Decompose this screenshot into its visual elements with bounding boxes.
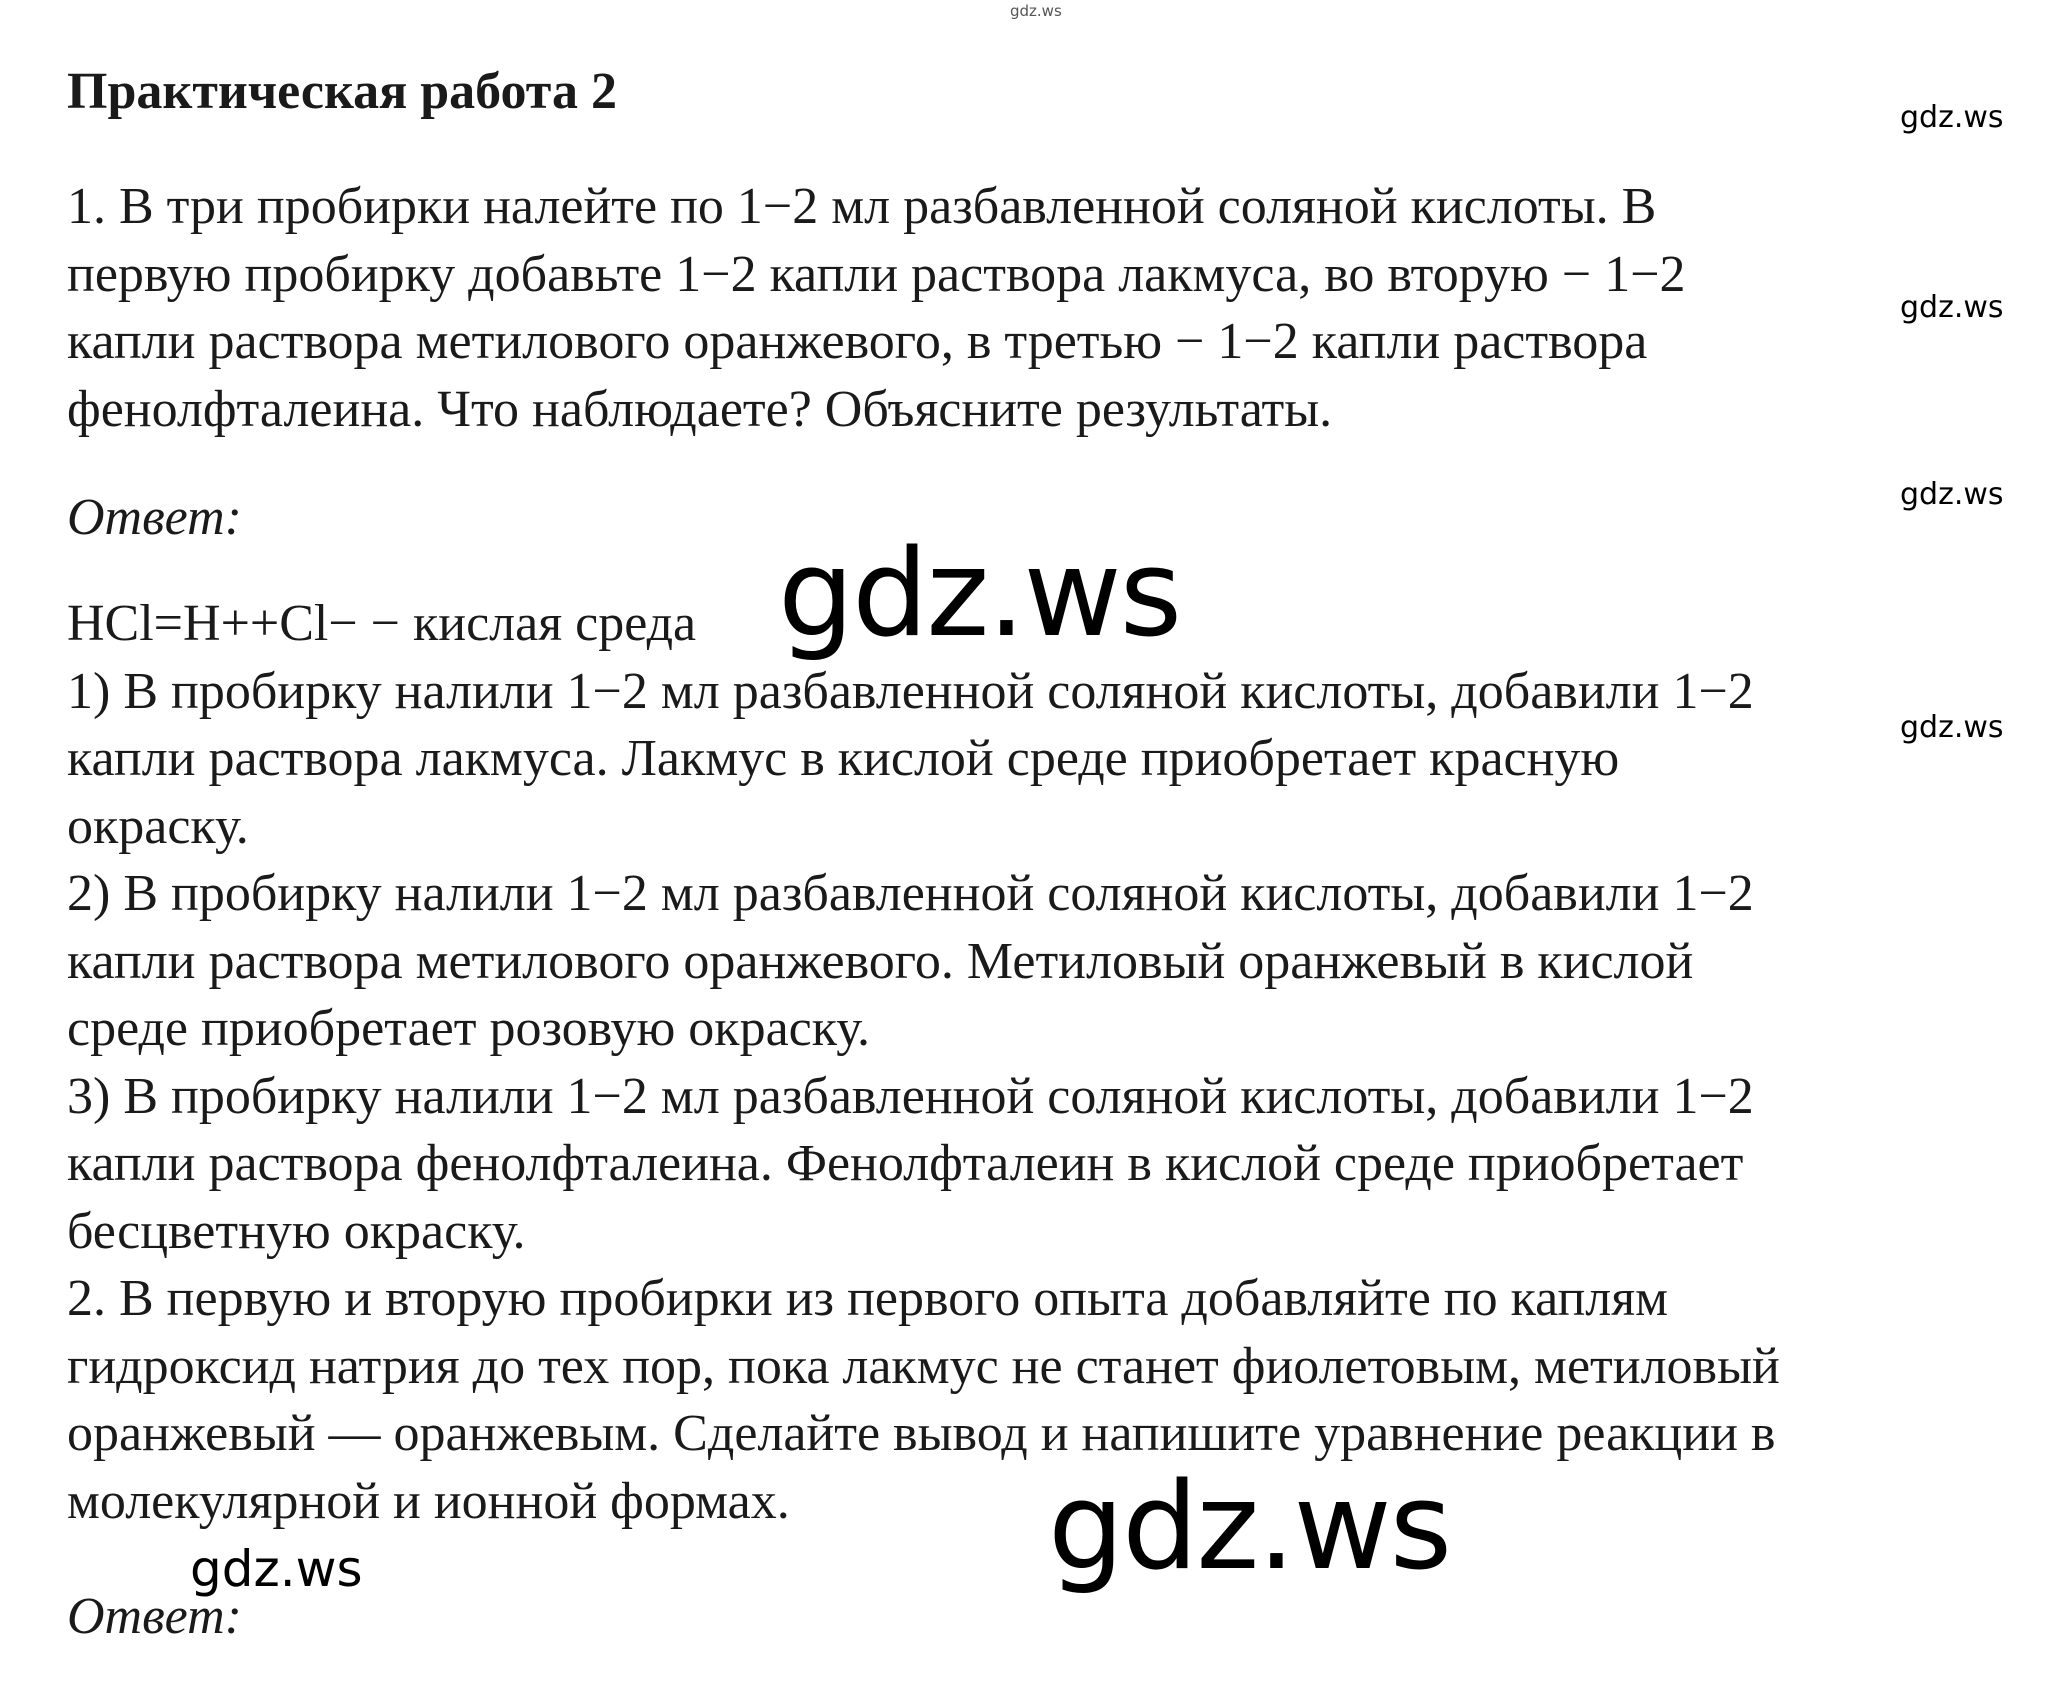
answer-line: капли раствора лакмуса. Лакмус в кислой среде приобретает красную <box>67 730 1620 787</box>
answer-label-2: Ответ: <box>67 1588 242 1645</box>
watermark-large: gdz.ws <box>1048 1458 1451 1597</box>
watermark-bottom-left: gdz.ws <box>190 1540 363 1598</box>
watermark-right: gdz.ws <box>1900 100 2004 135</box>
answer-line: 2) В пробирку налили 1−2 мл разбавленной соляной кислоты, добавили 1−2 <box>67 865 1754 922</box>
watermark-top: gdz.ws <box>1010 2 1062 20</box>
watermark-right: gdz.ws <box>1900 290 2004 325</box>
task-1-line: фенолфталеина. Что наблюдаете? Объясните результаты. <box>67 380 1333 438</box>
answer-line: капли раствора метилового оранжевого. Метиловый оранжевый в кислой <box>67 932 1694 990</box>
task-2-line: оранжевый — оранжевым. Сделайте вывод и напишите уравнение реакции в <box>67 1405 1776 1462</box>
task-1-line: первую пробирку добавьте 1−2 капли раствора лакмуса, во вторую − 1−2 <box>67 245 1686 303</box>
task-2-line: гидроксид натрия до тех пор, пока лакмус не станет фиолетовым, метиловый <box>67 1337 1780 1395</box>
watermark-right: gdz.ws <box>1900 477 2004 512</box>
answer-label-1: Ответ: <box>67 489 242 546</box>
answer-line: 1) В пробирку налили 1−2 мл разбавленной соляной кислоты, добавили 1−2 <box>67 662 1754 720</box>
task-1 <box>67 173 2027 443</box>
watermark-right: gdz.ws <box>1900 710 2004 745</box>
answer-line: капли раствора фенолфталеина. Фенолфталеин в кислой среде приобретает <box>67 1135 1744 1192</box>
answer-line: бесцветную окраску. <box>67 1202 526 1260</box>
answer-1 <box>67 590 2027 1535</box>
watermark-large: gdz.ws <box>778 525 1181 664</box>
answer-line: HCl=H++Cl− − кислая среда <box>67 595 697 652</box>
task-2-line: молекулярной и ионной формах. <box>67 1472 790 1530</box>
answer-line: окраску. <box>67 797 249 855</box>
page-title: Практическая работа 2 <box>67 63 617 120</box>
answer-line: 3) В пробирку налили 1−2 мл разбавленной соляной кислоты, добавили 1−2 <box>67 1067 1754 1125</box>
answer-line: среде приобретает розовую окраску. <box>67 1000 871 1057</box>
task-1-line: 1. В три пробирки налейте по 1−2 мл разбавленной соляной кислоты. В <box>67 178 1657 235</box>
task-1-line: капли раствора метилового оранжевого, в третью − 1−2 капли раствора <box>67 313 1648 370</box>
task-2-line: 2. В первую и вторую пробирки из первого опыта добавляйте по каплям <box>67 1270 1669 1327</box>
